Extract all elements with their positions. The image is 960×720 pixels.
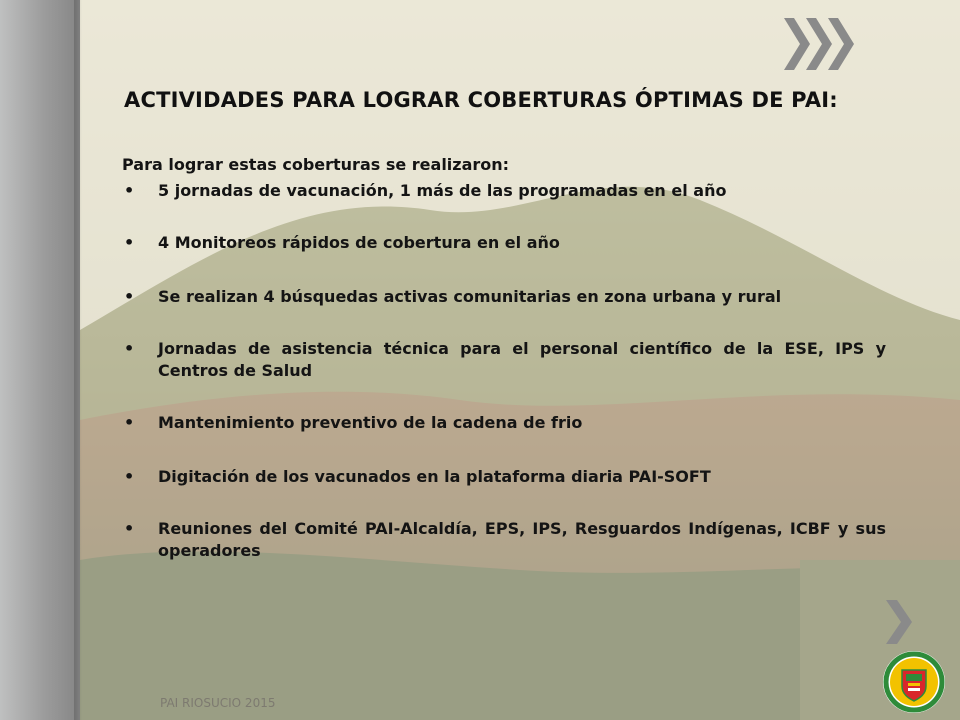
- list-item: [122, 518, 886, 562]
- footer-text: PAI RIOSUCIO 2015: [160, 696, 276, 710]
- list-item: [122, 338, 886, 382]
- list-item-text: Se realizan 4 búsquedas activas comunitarias en zona urbana y rural: [158, 287, 782, 306]
- bullet-icon: •: [124, 413, 135, 432]
- list-item: [122, 412, 886, 434]
- bullet-icon: •: [124, 519, 135, 538]
- triple-chevron-right-icon[interactable]: [784, 18, 860, 70]
- list-item-text: 4 Monitoreos rápidos de cobertura en el año: [158, 233, 560, 252]
- list-item-text: Reuniones del Comité PAI-Alcaldía, EPS, IPS, Resguardos Indígenas, ICBF y sus operadores: [158, 519, 886, 560]
- bullet-icon: •: [124, 233, 135, 252]
- bullet-icon: •: [124, 181, 135, 200]
- bullet-icon: •: [124, 287, 135, 306]
- slide-body: [122, 155, 886, 562]
- list-item: [122, 232, 886, 254]
- left-side-band: [0, 0, 80, 720]
- list-item-text: 5 jornadas de vacunación, 1 más de las programadas en el año: [158, 181, 727, 200]
- intro-text: Para lograr estas coberturas se realizaron:: [122, 155, 510, 174]
- slide-title: ACTIVIDADES PARA LOGRAR COBERTURAS ÓPTIMAS DE PAI:: [124, 88, 838, 112]
- list-item-text: Mantenimiento preventivo de la cadena de frio: [158, 413, 583, 432]
- bullet-icon: •: [124, 339, 135, 358]
- list-item-text: Digitación de los vacunados en la plataforma diaria PAI-SOFT: [158, 467, 711, 486]
- list-item: [122, 286, 886, 308]
- chevron-right-icon[interactable]: [884, 600, 914, 644]
- list-item: [122, 180, 886, 202]
- list-item-text: Jornadas de asistencia técnica para el personal científico de la ESE, IPS y Centros de Salud: [158, 339, 886, 380]
- municipal-seal-logo: [882, 650, 946, 714]
- bullet-icon: •: [124, 467, 135, 486]
- activity-list: [122, 180, 886, 562]
- list-item: [122, 466, 886, 488]
